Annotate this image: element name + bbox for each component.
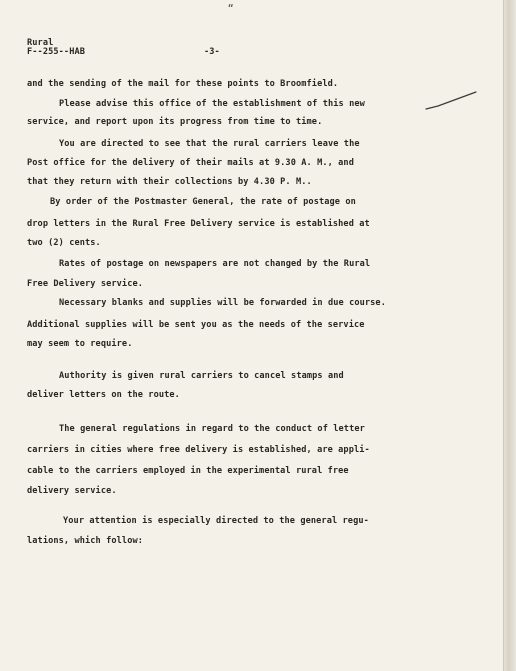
body-line: Free Delivery service. bbox=[27, 279, 144, 289]
body-line: service, and report upon its progress from time to time. bbox=[27, 117, 323, 127]
body-line: deliver letters on the route. bbox=[27, 390, 180, 400]
pencil-checkmark bbox=[424, 89, 480, 111]
body-line: Your attention is especially directed to the general regu- bbox=[63, 516, 369, 526]
body-line: and the sending of the mail for these points to Broomfield. bbox=[27, 79, 339, 89]
stray-mark: “ bbox=[228, 4, 234, 14]
body-line: drop letters in the Rural Free Delivery service is established at bbox=[27, 219, 370, 229]
header-page-number: -3- bbox=[204, 47, 220, 57]
body-line: may seem to require. bbox=[27, 339, 133, 349]
header-route-type: Rural bbox=[27, 38, 54, 48]
body-line: Necessary blanks and supplies will be forwarded in due course. bbox=[59, 298, 386, 308]
body-line: cable to the carriers employed in the experimental rural free bbox=[27, 466, 349, 476]
body-line: You are directed to see that the rural carriers leave the bbox=[59, 139, 360, 149]
body-line: Additional supplies will be sent you as the needs of the service bbox=[27, 320, 365, 330]
body-line: delivery service. bbox=[27, 486, 117, 496]
body-line: By order of the Postmaster General, the rate of postage on bbox=[50, 197, 356, 207]
body-line: lations, which follow: bbox=[27, 536, 144, 546]
body-line: carriers in cities where free delivery is established, are appli- bbox=[27, 445, 370, 455]
body-line: that they return with their collections by 4.30 P. M.. bbox=[27, 177, 312, 187]
body-line: The general regulations in regard to the conduct of letter bbox=[59, 424, 365, 434]
body-line: Rates of postage on newspapers are not changed by the Rural bbox=[59, 259, 371, 269]
header-file-ref: F--255--HAB bbox=[27, 47, 86, 57]
paper-edge bbox=[503, 0, 516, 671]
body-line: Please advise this office of the establishment of this new bbox=[59, 99, 365, 109]
body-line: Post office for the delivery of their mails at 9.30 A. M., and bbox=[27, 158, 354, 168]
body-line: two (2) cents. bbox=[27, 238, 101, 248]
body-line: Authority is given rural carriers to cancel stamps and bbox=[59, 371, 344, 381]
